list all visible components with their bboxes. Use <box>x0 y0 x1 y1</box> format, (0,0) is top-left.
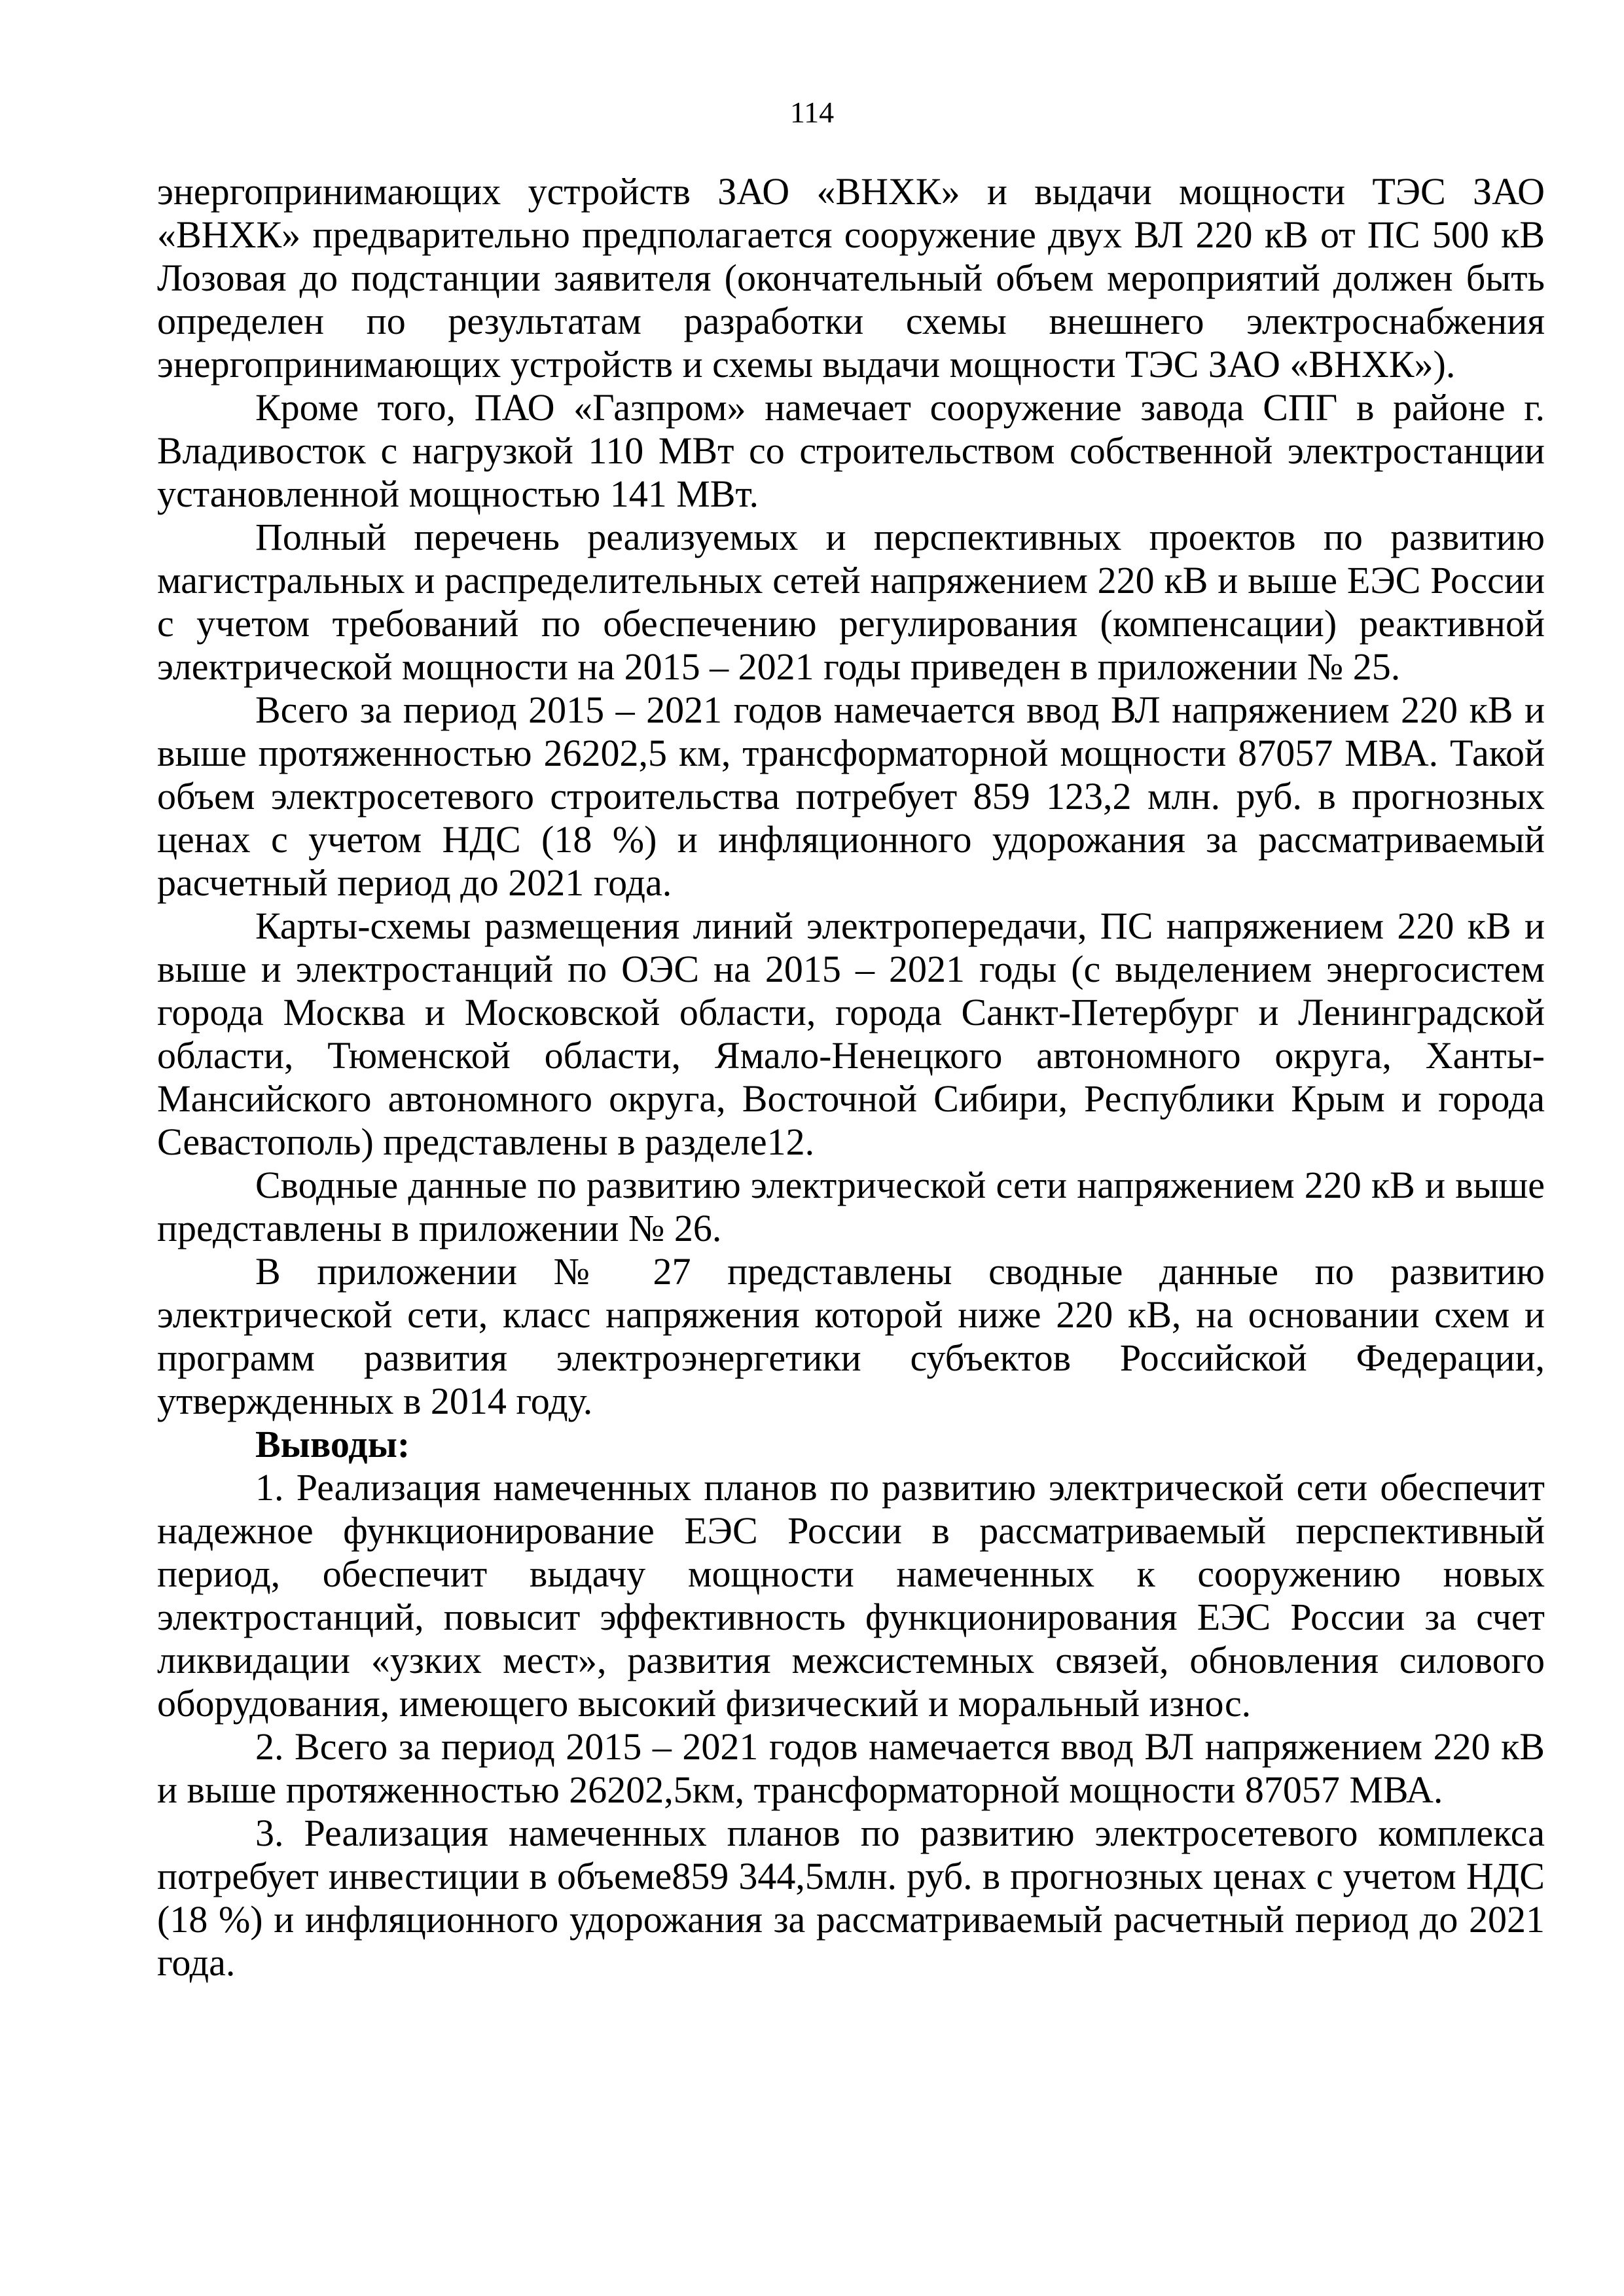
paragraph-summary-data: Сводные данные по развитию электрической сети напряжением 220 кВ и выше представлены в приложении № 26. <box>157 1164 1545 1249</box>
paragraph-appendix-27: В приложении № 27 представлены сводные данные по развитию электрической сети, класс напряжения которой ниже 220 кВ, на основании схем и программ развития электроэнергетики субъектов Российской Федерации, утвержденных в 2014 году. <box>157 1250 1545 1422</box>
paragraph-maps: Карты-схемы размещения линий электропередачи, ПС напряжением 220 кВ и выше и электростанций по ОЭС на 2015 – 2021 годы (с выделением энергосистем города Москва и Московской области, города Санкт-Петербург и Ленинградской области, Тюменской области, Ямало-Ненецкого автономного округа, Ханты-Мансийского автономного округа, Восточной Сибири, Республики Крым и города Севастополь) представлены в разделе12. <box>157 905 1545 1163</box>
conclusion-item-3: 3. Реализация намеченных планов по развитию электросетевого комплекса потребует инвестиции в объеме859 344,5млн. руб. в прогнозных ценах с учетом НДС (18 %) и инфляционного удорожания за рассматриваемый расчетный период до 2021 года. <box>157 1812 1545 1984</box>
paragraph-vnhk-continuation: энергопринимающих устройств ЗАО «ВНХК» и выдачи мощности ТЭС ЗАО «ВНХК» предварительно предполагается сооружение двух ВЛ 220 кВ от ПС 500 кВ Лозовая до подстанции заявителя (окончательный объем мероприятий должен быть определен по результатам разработки схемы внешнего электроснабжения энергопринимающих устройств и схемы выдачи мощности ТЭС ЗАО «ВНХК»). <box>157 170 1545 386</box>
document-body <box>157 170 1545 1984</box>
conclusion-item-2: 2. Всего за период 2015 – 2021 годов намечается ввод ВЛ напряжением 220 кВ и выше протяженностью 26202,5км, трансформаторной мощности 87057 МВА. <box>157 1725 1545 1811</box>
conclusions-heading: Выводы: <box>255 1423 410 1465</box>
conclusion-item-1: 1. Реализация намеченных планов по развитию электрической сети обеспечит надежное функционирование ЕЭС России в рассматриваемый перспективный период, обеспечит выдачу мощности намеченных к сооружению новых электростанций, повысит эффективность функционирования ЕЭС России за счет ликвидации «узких мест», развития межсистемных связей, обновления силового оборудования, имеющего высокий физический и моральный износ. <box>157 1466 1545 1725</box>
paragraph-gazprom-lng: Кроме того, ПАО «Газпром» намечает сооружение завода СПГ в районе г. Владивосток с нагрузкой 110 МВт со строительством собственной электростанции установленной мощностью 141 МВт. <box>157 386 1545 515</box>
paragraph-project-list: Полный перечень реализуемых и перспективных проектов по развитию магистральных и распределительных сетей напряжением 220 кВ и выше ЕЭС России с учетом требований по обеспечению регулирования (компенсации) реактивной электрической мощности на 2015 – 2021 годы приведен в приложении № 25. <box>157 516 1545 688</box>
paragraph-total-construction: Всего за период 2015 – 2021 годов намечается ввод ВЛ напряжением 220 кВ и выше протяженностью 26202,5 км, трансформаторной мощности 87057 МВА. Такой объем электросетевого строительства потребует 859 123,2 млн. руб. в прогнозных ценах с учетом НДС (18 %) и инфляционного удорожания за рассматриваемый расчетный период до 2021 года. <box>157 689 1545 904</box>
page-number: 114 <box>789 96 835 129</box>
